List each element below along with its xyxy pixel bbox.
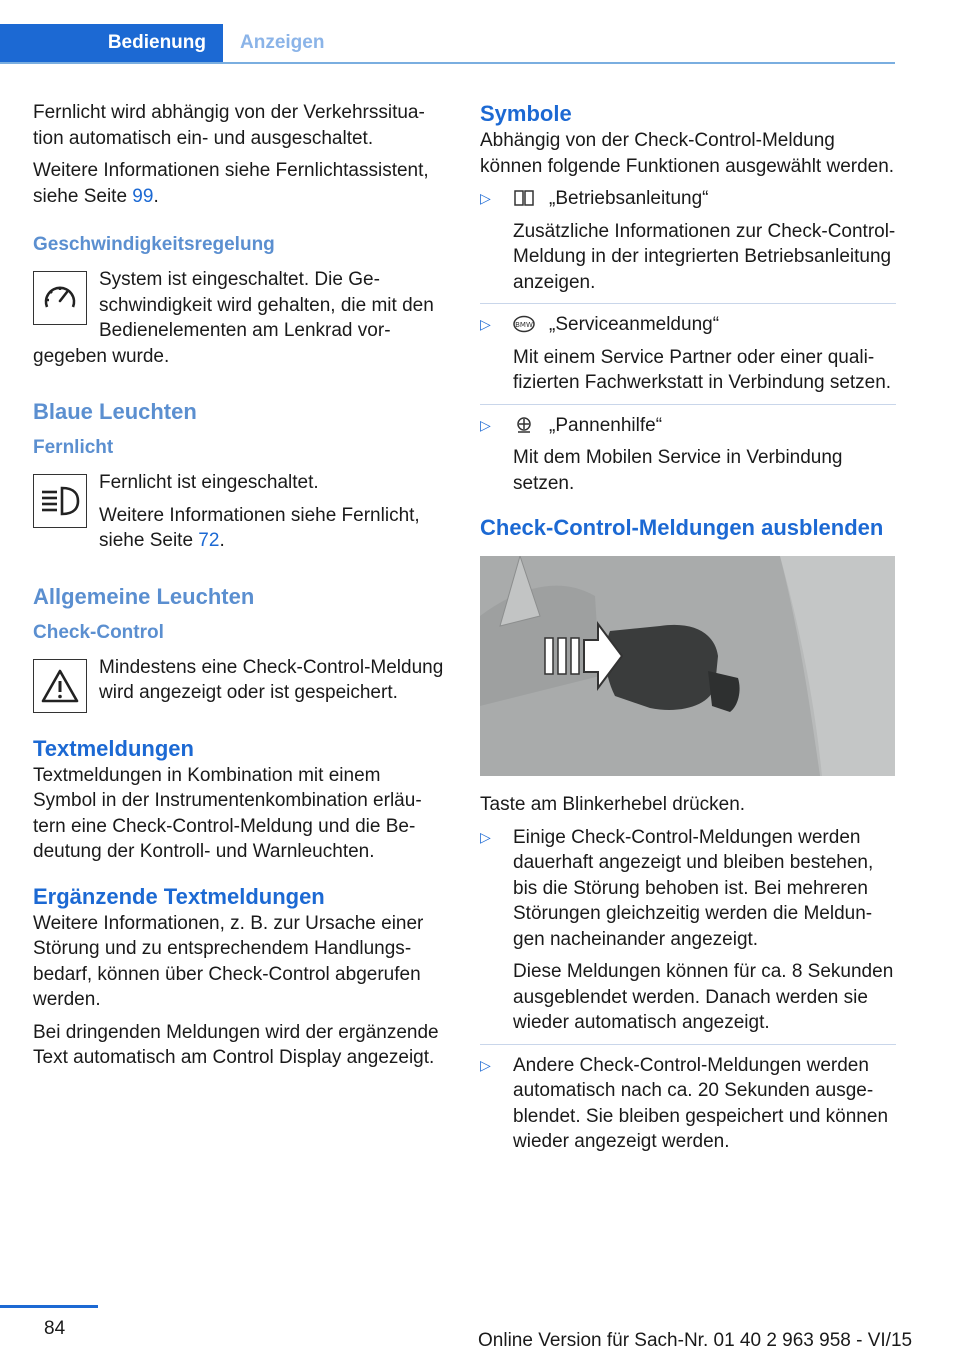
triangle-bullet-icon: ▷: [480, 190, 491, 206]
hide-info-list: [480, 825, 896, 1155]
book-icon: [513, 189, 535, 207]
heading-speed-control: Geschwindigkeitsregelung: [33, 234, 275, 255]
tab-anzeigen[interactable]: Anzeigen: [240, 32, 325, 53]
heading-general-lights: Allgemeine Leuchten: [33, 583, 255, 609]
svg-text:BMW: BMW: [515, 321, 533, 329]
paragraph: System ist eingeschaltet. Die Geschwindigkeit wird gehalten, die mit den Bedienelementen am Lenkrad vorgegeben wurde.: [33, 269, 434, 367]
heading-supplementary-messages: Ergänzende Textmeldungen: [33, 883, 325, 909]
list-item: ▷ BMW „Serviceanmeldung“ Mit einem Service Partner oder einer qualifizierten Fachwerkstatt in Verbindung setzen.: [480, 303, 896, 396]
list-item: ▷ Einige Check-Control-Meldungen werden dauerhaft angezeigt und bleiben bestehen, bis die Störung behoben ist. Bei mehreren Störungen gleichzeitig werden die Meldungen nacheinander angezeigt. Diese Meldungen können für ca. 8 Sekunden ausgeblendet werden. Danach werden sie wieder automatisch angezeigt.: [480, 826, 894, 1033]
paragraph: Textmeldungen in Kombination mit einem Symbol in der Instrumentenkombination erläutern eine Check-Control-Meldung und die Bedeutung der Kontroll- und Warnleuchten.: [33, 764, 422, 862]
paragraph: Abhängig von der Check-Control-Meldung können folgende Funktionen ausgewählt werden.: [480, 130, 895, 177]
bmw-service-icon: [513, 315, 535, 333]
image-caption: Taste am Blinkerhebel drücken.: [480, 794, 746, 815]
heading-high-beam: Fernlicht: [33, 437, 114, 458]
list-item: ▷ „Pannenhilfe“ Mit dem Mobilen Service in Verbindung setzen.: [480, 404, 896, 497]
heading-symbols: Symbole: [480, 101, 572, 126]
page-link-72[interactable]: 72: [198, 530, 220, 551]
paragraph: Weitere Informationen siehe Fernlichtassistent, siehe Seite 99.: [33, 160, 429, 207]
footer-rule: [0, 1305, 98, 1308]
triangle-bullet-icon: ▷: [480, 416, 491, 433]
triangle-bullet-icon: ▷: [480, 316, 491, 332]
paragraph: Mindestens eine Check-Control-Meldung wird angezeigt oder ist gespeichert.: [99, 656, 444, 703]
paragraph: Bei dringenden Meldungen wird der ergänzende Text automatisch am Control Display angezeigt.: [33, 1021, 439, 1068]
page-number: 84: [44, 1318, 66, 1339]
page-link-99[interactable]: 99: [132, 185, 154, 207]
warning-triangle-icon: [33, 659, 87, 713]
high-beam-icon: [33, 474, 87, 528]
turn-signal-lever-photo: [480, 556, 895, 776]
footer-version-text: Online Version für Sach-Nr. 01 40 2 963 958 - VI/15: [478, 1330, 913, 1351]
symbol-list: [480, 186, 896, 496]
list-item: ▷ Andere Check-Control-Meldungen werden automatisch nach ca. 20 Sekunden ausgeblendet. Sie bleiben gespeichert und können wieder angezeigt werden.: [480, 1044, 896, 1155]
heading-check-control: Check-Control: [33, 621, 164, 643]
right-column: [480, 100, 896, 1163]
paragraph: Weitere Informationen, z. B. zur Ursache einer Störung und zu entsprechendem Handlungsbedarf, können über Check-Control abgerufen werden.: [33, 912, 424, 1010]
heading-blue-lights: Blaue Leuchten: [33, 399, 197, 424]
triangle-bullet-icon: ▷: [480, 828, 491, 845]
heading-hide-messages: Check-Control-Meldungen ausblenden: [480, 515, 884, 540]
roadside-assistance-icon: [513, 416, 535, 434]
header-tabbar: [0, 24, 895, 64]
paragraph: Weitere Informationen siehe Fernlicht, siehe Seite 72.: [99, 504, 420, 551]
left-column: [33, 100, 445, 1078]
heading-text-messages: Textmeldungen: [33, 735, 194, 761]
paragraph: Fernlicht ist eingeschaltet.: [99, 472, 319, 493]
tab-bedienung[interactable]: Bedienung: [0, 24, 223, 62]
triangle-bullet-icon: ▷: [480, 1056, 491, 1073]
list-item: ▷ „Betriebsanleitung“ Zusätzliche Informationen zur Check-Control-Meldung in der integrierten Betriebsanleitung anzeigen.: [480, 188, 896, 293]
paragraph: Fernlicht wird abhängig von der Verkehrssituation automatisch ein- und ausgeschaltet.: [33, 102, 425, 149]
speed-control-icon: [33, 271, 87, 325]
